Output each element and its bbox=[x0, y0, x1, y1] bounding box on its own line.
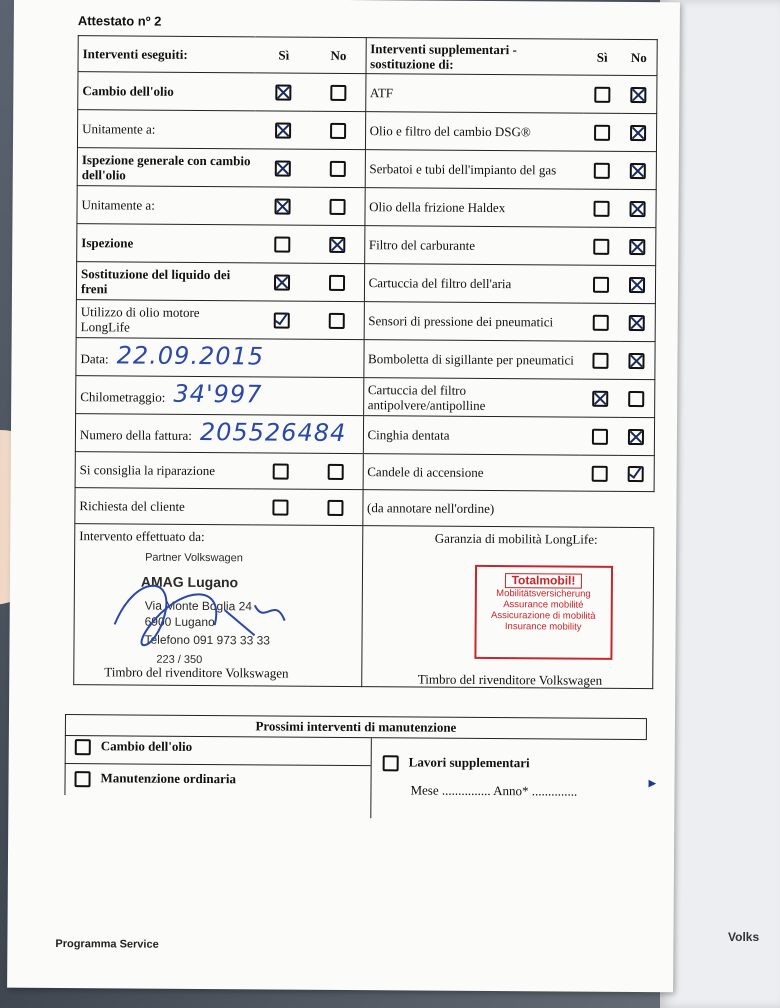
left-item-label bbox=[76, 300, 254, 339]
right-si-cell bbox=[581, 379, 619, 417]
checkbox[interactable] bbox=[327, 500, 343, 516]
table-row bbox=[77, 186, 656, 228]
right-si-cell bbox=[580, 455, 618, 491]
table-body bbox=[75, 72, 657, 528]
right-item-label bbox=[365, 74, 583, 114]
dealer-cell bbox=[74, 524, 363, 687]
left-item-label bbox=[76, 262, 254, 301]
checkbox[interactable] bbox=[275, 161, 291, 177]
divider bbox=[370, 738, 372, 818]
checkbox[interactable] bbox=[593, 277, 609, 293]
totalmobil-line: Mobilitätsversicherung bbox=[496, 588, 591, 600]
checkbox[interactable] bbox=[629, 277, 645, 293]
item-text: Cambio dell'olio bbox=[82, 83, 174, 99]
left-no-cell bbox=[309, 489, 363, 525]
left-si-header: Sì bbox=[256, 37, 312, 73]
service-table bbox=[73, 35, 658, 689]
left-no-cell bbox=[311, 73, 365, 111]
left-item-label bbox=[75, 414, 363, 454]
item-text: Bomboletta di sigillante per pneumatici bbox=[368, 351, 574, 368]
right-item-label bbox=[362, 490, 654, 528]
handwritten-value: 22.09.2015 bbox=[116, 340, 265, 370]
right-no-cell bbox=[619, 265, 655, 303]
checkbox[interactable] bbox=[593, 239, 609, 255]
totalmobil-stamp bbox=[474, 565, 613, 660]
handwritten-value: 205526484 bbox=[199, 417, 347, 447]
item-text: Filtro del carburante bbox=[368, 237, 476, 253]
checkbox[interactable] bbox=[594, 87, 610, 103]
right-no-cell bbox=[621, 75, 657, 113]
left-si-cell bbox=[255, 111, 311, 149]
page-footer: Programma Service bbox=[55, 937, 159, 951]
item-text: Data: bbox=[80, 350, 109, 366]
right-no-cell bbox=[619, 379, 655, 417]
right-item-label bbox=[363, 340, 581, 380]
right-item-label bbox=[364, 226, 582, 266]
left-header: Interventi eseguiti: bbox=[78, 36, 256, 73]
item-text: Ispezione bbox=[81, 235, 134, 251]
service-booklet-page bbox=[7, 0, 680, 992]
left-si-cell bbox=[255, 187, 311, 225]
maintenance-section bbox=[64, 706, 657, 820]
totalmobil-line: Assurance mobilité bbox=[503, 599, 584, 611]
right-item-label bbox=[365, 150, 583, 190]
right-si-header: Sì bbox=[583, 39, 621, 75]
left-si-cell bbox=[254, 301, 310, 339]
handwritten-value: 34'997 bbox=[173, 379, 263, 408]
timbro-left: Timbro del rivenditore Volkswagen bbox=[104, 664, 289, 681]
checkbox[interactable] bbox=[383, 755, 399, 771]
checkbox[interactable] bbox=[592, 391, 608, 407]
table-row bbox=[77, 224, 656, 266]
right-item-label bbox=[365, 188, 583, 228]
item-text: Cartuccia del filtro antipolvere/antipolline bbox=[367, 381, 486, 413]
mobility-cell bbox=[361, 526, 654, 689]
left-no-cell bbox=[311, 187, 365, 225]
right-no-cell bbox=[620, 227, 656, 265]
right-no-cell bbox=[618, 455, 654, 491]
left-no-cell bbox=[311, 149, 365, 187]
left-item-label bbox=[77, 186, 255, 225]
checkbox[interactable] bbox=[628, 429, 644, 445]
totalmobil-title: Totalmobil! bbox=[505, 573, 583, 589]
item-text: Candele di accensione bbox=[367, 464, 484, 480]
item-text: Unitamente a: bbox=[81, 197, 155, 213]
right-item-label bbox=[363, 454, 581, 492]
checkbox[interactable] bbox=[330, 85, 346, 101]
intervento-title: Intervento effettuato da: bbox=[79, 528, 205, 545]
item-text: Ispezione generale con cambio dell'olio bbox=[81, 151, 251, 182]
right-si-cell bbox=[581, 341, 619, 379]
right-item-label bbox=[363, 378, 581, 418]
item-text: Si consiglia la riparazione bbox=[79, 462, 216, 479]
left-item-label bbox=[75, 452, 253, 489]
stamp-address1: Via Monte Boglia 24 bbox=[144, 598, 253, 614]
left-item-label bbox=[76, 376, 364, 416]
right-no-cell bbox=[619, 303, 655, 341]
left-si-cell bbox=[253, 489, 309, 525]
checkbox[interactable] bbox=[328, 464, 344, 480]
table-row bbox=[76, 338, 655, 380]
left-item-label bbox=[77, 224, 255, 263]
checkbox[interactable] bbox=[629, 315, 645, 331]
checkbox[interactable] bbox=[329, 237, 345, 253]
table-row bbox=[76, 376, 655, 418]
right-item-label bbox=[364, 302, 582, 342]
right-no-header: No bbox=[621, 39, 657, 75]
table-row bbox=[75, 414, 654, 456]
right-no-cell bbox=[620, 113, 656, 151]
checkbox[interactable] bbox=[74, 771, 90, 787]
checkbox[interactable] bbox=[593, 163, 609, 179]
left-no-cell bbox=[309, 453, 363, 489]
right-si-cell bbox=[582, 189, 620, 227]
totalmobil-line: Insurance mobility bbox=[504, 621, 582, 633]
checkbox[interactable] bbox=[630, 125, 646, 141]
item-text: Chilometraggio: bbox=[80, 388, 166, 405]
table-row bbox=[77, 148, 656, 190]
left-item-label bbox=[78, 72, 256, 111]
right-no-cell bbox=[619, 341, 655, 379]
right-si-cell bbox=[583, 75, 621, 113]
checkbox[interactable] bbox=[329, 313, 345, 329]
right-item-label bbox=[363, 416, 581, 456]
attestato-title: Attestato nº 2 bbox=[77, 13, 162, 29]
item-text: Numero della fattura: bbox=[79, 426, 192, 443]
checkbox[interactable] bbox=[594, 125, 610, 141]
divider bbox=[65, 763, 371, 766]
left-item-label bbox=[77, 110, 255, 149]
checkbox[interactable] bbox=[592, 353, 608, 369]
left-no-cell bbox=[310, 263, 364, 301]
divider bbox=[64, 735, 65, 795]
checkbox[interactable] bbox=[628, 466, 644, 482]
right-no-cell bbox=[620, 151, 656, 189]
right-item-label bbox=[365, 112, 583, 152]
checkbox[interactable] bbox=[330, 123, 346, 139]
item-text: ATF bbox=[369, 85, 394, 101]
item-text: Olio della frizione Haldex bbox=[369, 199, 506, 216]
checkbox[interactable] bbox=[330, 161, 346, 177]
left-item-label bbox=[77, 148, 255, 187]
item-text: Sensori di pressione dei pneumatici bbox=[368, 313, 554, 330]
right-si-cell bbox=[582, 265, 620, 303]
table-row bbox=[76, 300, 655, 342]
right-si-cell bbox=[580, 417, 618, 455]
right-si-cell bbox=[581, 303, 619, 341]
checkbox[interactable] bbox=[329, 199, 345, 215]
stamp-name: AMAG Lugano bbox=[140, 573, 239, 591]
item-text: Unitamente a: bbox=[82, 121, 156, 137]
checkbox[interactable] bbox=[276, 85, 292, 101]
left-si-cell bbox=[254, 263, 310, 301]
checkbox[interactable] bbox=[273, 463, 289, 479]
checkbox[interactable] bbox=[630, 201, 646, 217]
stamp-phone: Telefono 091 973 33 33 bbox=[144, 632, 271, 648]
right-si-cell bbox=[582, 151, 620, 189]
timbro-right: Timbro del rivenditore Volkswagen bbox=[417, 671, 603, 688]
right-no-cell bbox=[618, 417, 654, 455]
stamp-partner: Partner Volkswagen bbox=[145, 551, 243, 565]
maint-item-extra[interactable] bbox=[383, 754, 530, 772]
right-si-cell bbox=[583, 113, 621, 151]
table-row bbox=[75, 452, 654, 492]
item-text: Utilizzo di olio motore LongLife bbox=[80, 303, 200, 334]
checkbox[interactable] bbox=[75, 739, 91, 755]
signature-graphic bbox=[104, 564, 295, 655]
table-row bbox=[78, 72, 657, 114]
right-no-cell bbox=[620, 189, 656, 227]
table-row bbox=[76, 262, 655, 304]
checkbox[interactable] bbox=[628, 391, 644, 407]
mese-anno-field[interactable]: Mese ............... Anno* .............. bbox=[410, 782, 578, 799]
item-text: Cartuccia del filtro dell'aria bbox=[368, 275, 512, 292]
left-item-label bbox=[75, 488, 253, 525]
checkbox[interactable] bbox=[274, 312, 290, 328]
checkbox[interactable] bbox=[591, 466, 607, 482]
left-no-header: No bbox=[312, 37, 366, 73]
checkbox[interactable] bbox=[630, 163, 646, 179]
checkbox[interactable] bbox=[274, 237, 290, 253]
item-text: Cinghia dentata bbox=[367, 427, 450, 443]
left-si-cell bbox=[255, 149, 311, 187]
left-no-cell bbox=[310, 225, 364, 263]
garanzia-title: Garanzia di mobilità LongLife: bbox=[434, 530, 598, 547]
maint-item-label: Cambio dell'olio bbox=[100, 738, 193, 754]
checkbox[interactable] bbox=[629, 353, 645, 369]
item-text: Richiesta del cliente bbox=[79, 498, 185, 514]
checkbox[interactable] bbox=[629, 239, 645, 255]
left-no-cell bbox=[311, 111, 365, 149]
maint-item-label: Manutenzione ordinaria bbox=[100, 770, 237, 787]
left-no-cell bbox=[310, 301, 364, 339]
left-item-label bbox=[76, 338, 364, 378]
right-header: Interventi supplementari - sostituzione di: bbox=[366, 38, 584, 76]
item-text: Sostituzione del liquido dei freni bbox=[80, 265, 231, 296]
next-page-text: Volks bbox=[728, 930, 760, 944]
totalmobil-line: Assicurazione di mobilità bbox=[490, 610, 596, 622]
item-text: Serbatoi e tubi dell'impianto del gas bbox=[369, 161, 557, 178]
maint-item-oil[interactable] bbox=[75, 738, 192, 756]
maint-item-label: Lavori supplementari bbox=[408, 754, 530, 771]
left-si-cell bbox=[253, 453, 309, 489]
item-text: Olio e filtro del cambio DSG® bbox=[369, 123, 531, 140]
arrow-right-icon: ▶ bbox=[648, 778, 657, 790]
table-row bbox=[77, 110, 656, 152]
checkbox[interactable] bbox=[273, 499, 289, 515]
right-item-label bbox=[364, 264, 582, 304]
checkbox[interactable] bbox=[275, 199, 291, 215]
checkbox[interactable] bbox=[274, 274, 290, 290]
checkbox[interactable] bbox=[593, 201, 609, 217]
right-si-cell bbox=[582, 227, 620, 265]
stamp-number: 223 / 350 bbox=[156, 653, 203, 667]
table-row bbox=[75, 488, 654, 528]
checkbox[interactable] bbox=[275, 123, 291, 139]
maint-item-ordinary[interactable] bbox=[74, 770, 236, 788]
left-si-cell bbox=[254, 225, 310, 263]
item-text: (da annotare nell'ordine) bbox=[366, 500, 495, 517]
checkbox[interactable] bbox=[591, 429, 607, 445]
maintenance-title: Prossimi interventi di manutenzione bbox=[65, 714, 647, 740]
checkbox[interactable] bbox=[592, 315, 608, 331]
checkbox[interactable] bbox=[631, 87, 647, 103]
stamp-address2: 6900 Lugano bbox=[144, 614, 215, 630]
left-si-cell bbox=[255, 73, 311, 111]
checkbox[interactable] bbox=[329, 275, 345, 291]
